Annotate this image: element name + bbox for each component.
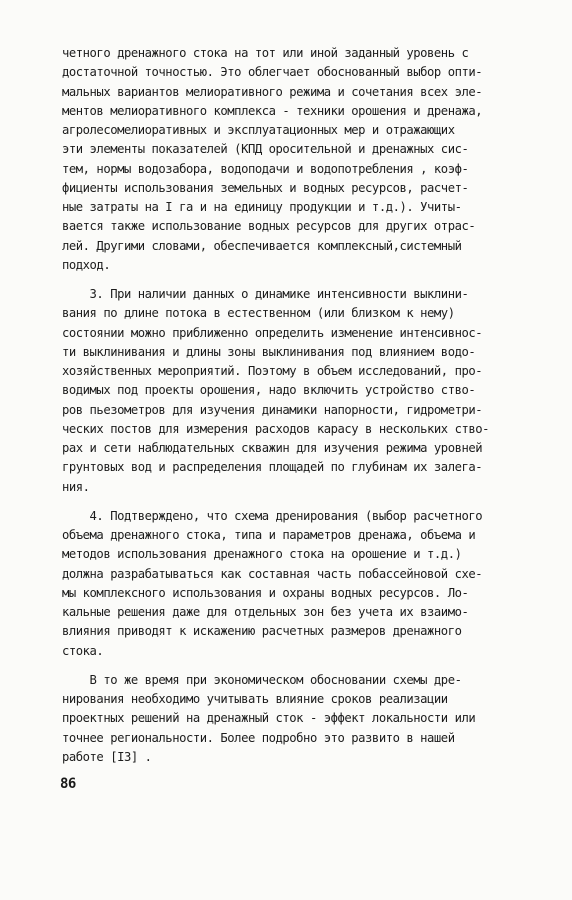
text-line: работе [I3] . [62,749,152,764]
text-line: должна разрабатываться как составная часть побассейновой схе- [62,566,483,581]
text-line: влияния приводят к искажению расчетных размеров дренажного [62,624,462,639]
text-line: фициенты использования земельных и водных ресурсов, расчет- [62,180,469,195]
paragraph [62,285,562,497]
text-line: точнее региональности. Более подробно это развито в нашей [62,730,455,745]
text-line: ные затраты на I га и на единицу продукции и т.д.). Учиты- [62,200,462,214]
paragraph-gap [62,661,562,671]
text-line: хозяйственных мероприятий. Поэтому в объем исследований, про- [62,364,483,378]
text-line: ческих постов для измерения расходов карасу в нескольких ство- [62,421,490,436]
text-line: кальные решения даже для отдельных зон без учета их взаимо- [62,605,469,619]
paragraph-gap [62,275,562,285]
text-line: стока. [62,643,104,658]
page-number: 86 [60,776,76,792]
text-line: водимых под проекты орошения, надо включить устройство ство- [62,383,476,398]
text-line: 4. Подтверждено, что схема дренирования (выбор расчетного [62,508,483,523]
paragraph-gap [62,497,562,507]
text-line: мальных вариантов мелиоративного режима и сочетания всех эле- [62,84,483,99]
text-line: проектных решений на дренажный сток - эффект локальности или [62,711,476,726]
paragraph [62,671,562,767]
text-line: В то же время при экономическом обосновании схемы дре- [62,672,462,687]
text-line: вания по длине потока в естественном (или близком к нему) [62,306,455,321]
text-line: эти элементы показателей (КПД оросительной и дренажных сис- [62,142,469,157]
text-line: подход. [62,257,111,272]
text-line: ния. [62,479,90,494]
text-line: ров пьезометров для изучения динамики напорности, гидрометри- [62,402,483,417]
text-line: лей. Другими словами, обеспечивается комплексный,системный [62,238,462,253]
text-line: рах и сети наблюдательных скважин для изучения режима уровней [62,441,483,455]
text-line: 3. При наличии данных о динамике интенсивности выклини- [62,287,469,301]
text-line: вается также использование водных ресурсов для других отрас- [62,219,476,234]
text-line: четного дренажного стока на тот или иной заданный уровень с [62,46,469,60]
text-line: агролесомелиоративных и эксплуатационных мер и отражающих [62,123,455,137]
text-line: объема дренажного стока, типа и параметров дренажа, объема и [62,528,476,542]
text-line: мы комплексного использования и охраны водных ресурсов. Ло- [62,585,469,600]
text-line: ти выклинивания и длины зоны выклинивания под влиянием водо- [62,344,476,359]
text-line: ментов мелиоративного комплекса - техники орошения и дренажа, [62,103,483,118]
text-line: состоянии можно приближенно определить изменение интенсивнос- [62,325,483,340]
body-text [62,44,562,767]
paragraph [62,507,562,661]
text-line: тем, нормы водозабора, водоподачи и водопотребления , коэф- [62,161,469,176]
text-line: достаточной точностью. Это облегчает обоснованный выбор опти- [62,65,483,80]
paragraph [62,44,562,275]
text-line: грунтовых вод и распределения площадей по глубинам их залега- [62,460,483,475]
text-line: нирования необходимо учитывать влияние сроков реализации [62,692,448,706]
text-line: методов использования дренажного стока на орошение и т.д.) [62,547,462,562]
